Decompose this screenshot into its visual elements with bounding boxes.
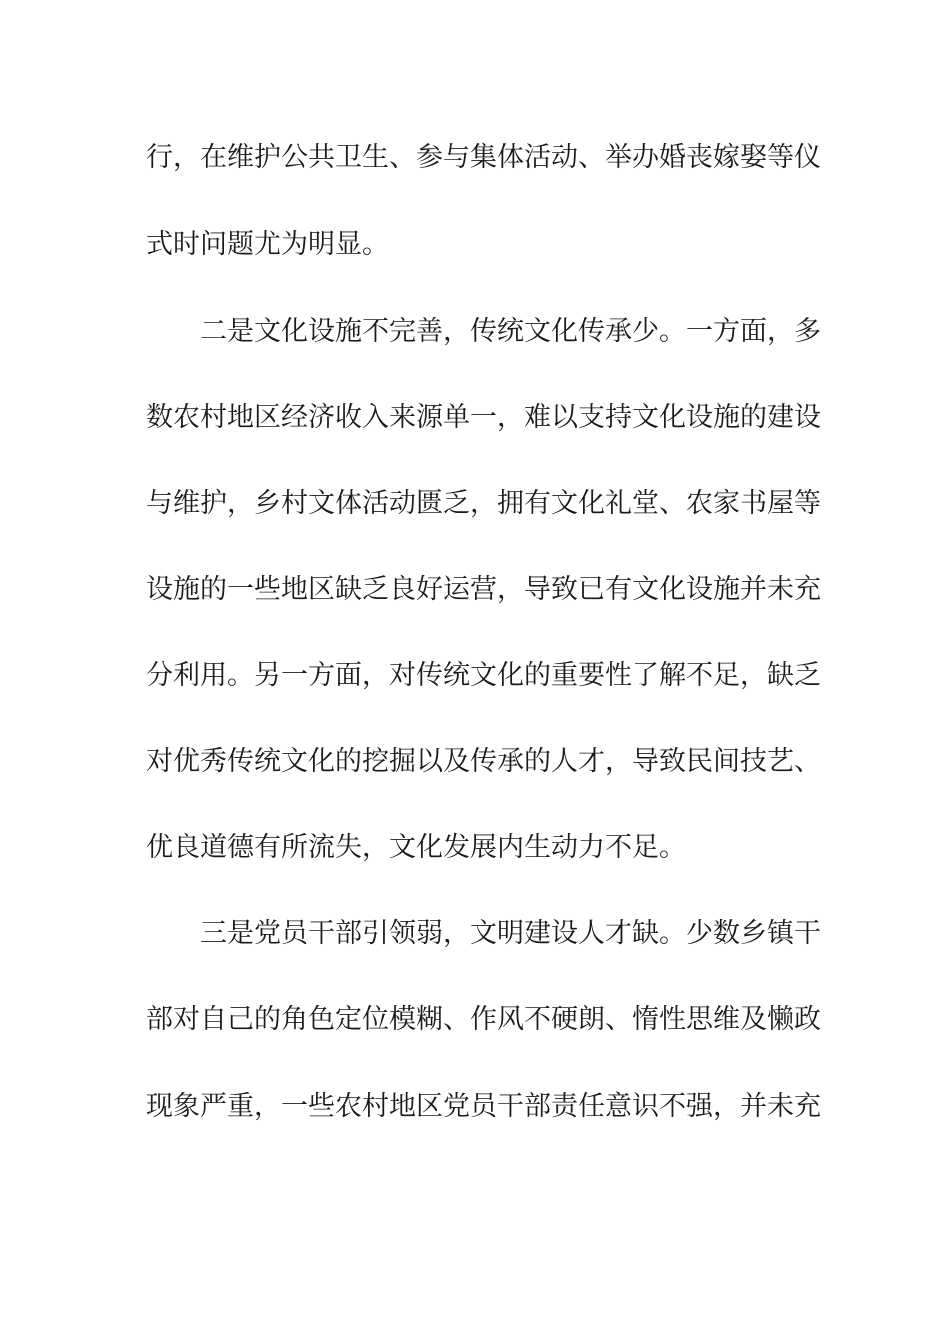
text-line-2: 式时问题尤为明显。: [146, 229, 389, 260]
text-line-10: 三是党员干部引领弱，文明建设人才缺。少数乡镇干: [200, 918, 821, 949]
text-line-6: 设施的一些地区缺乏良好运营，导致已有文化设施并未充: [146, 574, 821, 605]
text-line-8: 对优秀传统文化的挖掘以及传承的人才，导致民间技艺、: [146, 746, 821, 777]
text-line-7: 分利用。另一方面，对传统文化的重要性了解不足，缺乏: [146, 660, 821, 691]
text-line-4: 数农村地区经济收入来源单一，难以支持文化设施的建设: [146, 402, 821, 433]
text-line-9: 优良道德有所流失，文化发展内生动力不足。: [146, 832, 686, 863]
text-line-1: 行，在维护公共卫生、参与集体活动、举办婚丧嫁娶等仪: [146, 142, 821, 173]
text-line-5: 与维护，乡村文体活动匮乏，拥有文化礼堂、农家书屋等: [146, 488, 821, 519]
text-line-11: 部对自己的角色定位模糊、作风不硬朗、惰性思维及懒政: [146, 1004, 821, 1035]
text-line-3: 二是文化设施不完善，传统文化传承少。一方面，多: [200, 316, 821, 347]
text-line-12: 现象严重，一些农村地区党员干部责任意识不强，并未充: [146, 1091, 821, 1122]
